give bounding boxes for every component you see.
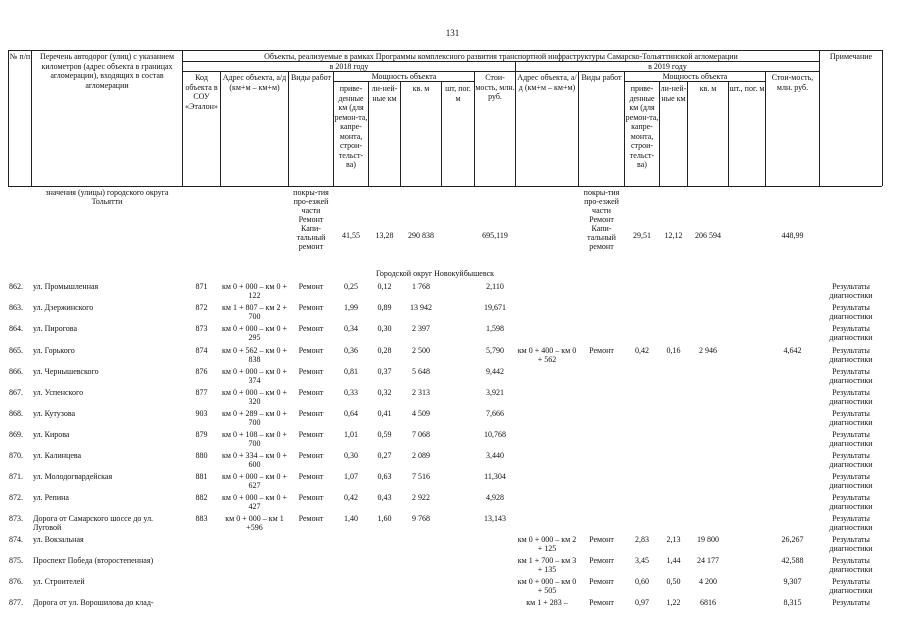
header-capacity-2018: Мощность объекта (371, 72, 437, 81)
address-2019: км 1 + 283 – (526, 598, 568, 607)
works-2018: Ремонт (298, 346, 324, 355)
works-2018: Ремонт (298, 303, 324, 312)
carry-reduced-2018: 41,55 (342, 231, 360, 240)
row-number: 867. (9, 388, 23, 397)
address-2018: км 0 + 000 – км 0 + 122 (222, 282, 287, 300)
header-address-2018: Адрес объекта, а/д (км+м – км+м) (222, 73, 287, 92)
object-code: 882 (195, 493, 208, 502)
cost-2018: 9,442 (486, 367, 504, 376)
note: Результаты диагностики (829, 472, 873, 490)
carry-linear-2018: 13,28 (375, 231, 394, 240)
linear-km-2018: 0,37 (377, 367, 392, 376)
sqm-2018: 1 768 (412, 282, 430, 291)
note: Результаты диагностики (829, 324, 873, 342)
cost-2018: 1,598 (486, 324, 504, 333)
address-2018: км 0 + 108 – км 0 + 700 (222, 430, 287, 448)
road-name: ул. Пирогова (33, 324, 78, 333)
road-name: Проспект Победа (второстепенная) (33, 556, 154, 565)
sqm-2018: 7 516 (412, 472, 430, 481)
cost-2018: 19,671 (484, 303, 506, 312)
reduced-km-2018: 0,30 (344, 451, 358, 460)
header-pcs-2019: шт., пог. м (729, 84, 765, 93)
cost-2018: 2,110 (486, 282, 504, 291)
works-2018: Ремонт (298, 514, 324, 523)
reduced-km-2018: 1,07 (344, 472, 358, 481)
linear-km-2019: 0,50 (666, 577, 681, 586)
works-2018: Ремонт (298, 367, 324, 376)
linear-km-2018: 0,30 (377, 324, 392, 333)
reduced-km-2018: 1,40 (344, 514, 358, 523)
row-number: 870. (9, 451, 23, 460)
cost-2019: 42,588 (781, 556, 804, 565)
address-2019: км 0 + 000 – км 2 + 125 (517, 535, 577, 553)
road-name: Дорога от Самарского шоссе до ул. Луговой (33, 514, 154, 532)
works-2018: Ремонт (298, 388, 324, 397)
address-2018: км 0 + 000 – км 1 +596 (225, 514, 284, 532)
header-num: № п/п (9, 52, 31, 61)
road-name: ул. Вокзальная (33, 535, 84, 544)
object-code: 873 (195, 324, 208, 333)
linear-km-2019: 1,44 (666, 556, 681, 565)
note: Результаты диагностики (829, 535, 873, 553)
road-name: ул. Промышленная (33, 282, 99, 291)
row-number: 864. (9, 324, 23, 333)
object-code: 883 (195, 514, 208, 523)
carry-sqm-2019: 206 594 (695, 231, 721, 240)
road-name: ул. Репина (33, 493, 69, 502)
cost-2019: 4,642 (783, 346, 802, 355)
cost-2019: 26,267 (781, 535, 804, 544)
linear-km-2018: 0,41 (377, 409, 392, 418)
header-road-list: Перечень автодорог (улиц) с указанием километров (адрес объекта в границах агломерации), входящих в состав агломерации (39, 52, 175, 90)
carry-name: значения (улицы) городского округа Тольятти (45, 188, 169, 206)
carry-reduced-2019: 29,51 (633, 231, 651, 240)
works-2019: Ремонт (589, 346, 614, 355)
reduced-km-2019: 0,60 (635, 577, 649, 586)
works-2019: Ремонт (589, 577, 614, 586)
object-code: 880 (195, 451, 208, 460)
linear-km-2018: 0,43 (377, 493, 392, 502)
sqm-2019: 6816 (700, 598, 716, 607)
reduced-km-2018: 1,01 (344, 430, 358, 439)
note: Результаты диагностики (829, 367, 873, 385)
note: Результаты диагностики (829, 577, 873, 595)
object-code: 877 (195, 388, 208, 397)
cost-2018: 3,921 (486, 388, 504, 397)
cost-2018: 7,666 (486, 409, 504, 418)
road-name: Дорога от ул. Ворошилова до клад- (33, 598, 154, 607)
sqm-2018: 7 068 (412, 430, 430, 439)
sqm-2019: 19 800 (697, 535, 719, 544)
works-2018: Ремонт (298, 451, 324, 460)
reduced-km-2018: 1,99 (344, 303, 358, 312)
object-code: 872 (195, 303, 208, 312)
works-2018: Ремонт (298, 430, 324, 439)
linear-km-2018: 0,28 (377, 346, 392, 355)
header-reduced-km-2018: приве-денные км (для ремон-та, капре-монта, строи-тельст-ва) (334, 84, 368, 169)
header-capacity-2019: Мощность объекта (662, 72, 728, 81)
reduced-km-2018: 0,33 (344, 388, 358, 397)
reduced-km-2019: 0,97 (635, 598, 649, 607)
header-works-2019: Виды работ (581, 73, 622, 82)
header-reduced-km-2019: приве-денные км (для ремон-та, капре-монта, строи-тельст-ва) (625, 84, 659, 169)
works-2018: Ремонт (298, 409, 324, 418)
sqm-2018: 2 397 (412, 324, 430, 333)
carry-linear-2019: 12,12 (664, 231, 683, 240)
row-number: 874. (9, 535, 23, 544)
road-name: ул. Кутузова (33, 409, 76, 418)
address-2018: км 0 + 289 – км 0 + 700 (222, 409, 287, 427)
road-name: ул. Калинцева (33, 451, 82, 460)
address-2018: км 1 + 807 – км 2 + 700 (222, 303, 287, 321)
reduced-km-2018: 0,34 (344, 324, 358, 333)
reduced-km-2019: 2,83 (635, 535, 649, 544)
reduced-km-2018: 0,25 (344, 282, 358, 291)
linear-km-2018: 0,32 (377, 388, 392, 397)
note: Результаты диагностики (829, 430, 873, 448)
sqm-2019: 24 177 (697, 556, 719, 565)
works-2019: Ремонт (589, 556, 614, 565)
row-number: 862. (9, 282, 23, 291)
sqm-2018: 2 313 (412, 388, 430, 397)
row-number: 877. (9, 598, 23, 607)
sqm-2019: 2 946 (699, 346, 717, 355)
address-2018: км 0 + 334 – км 0 + 600 (222, 451, 287, 469)
linear-km-2019: 1,22 (666, 598, 681, 607)
address-2018: км 0 + 562 – км 0 + 838 (222, 346, 287, 364)
address-2018: км 0 + 000 – км 0 + 320 (222, 388, 287, 406)
address-2019: км 0 + 000 – км 0 + 505 (517, 577, 577, 595)
works-2018: Ремонт (298, 493, 324, 502)
row-number: 873. (9, 514, 23, 523)
sqm-2018: 4 509 (412, 409, 430, 418)
road-name: ул. Кирова (33, 430, 70, 439)
note: Результаты диагностики (829, 556, 873, 574)
header-cost-2019: Стои-мость, млн. руб. (771, 73, 814, 92)
header-objects: Объекты, реализуемые в рамках Программы комплексного развития транспортной инфраструктуры Самарско-Тольяттинской агломерации (264, 52, 738, 61)
header-pcs-2018: шт, пог. м (445, 84, 471, 103)
object-code: 876 (195, 367, 208, 376)
sqm-2018: 9 768 (412, 514, 430, 523)
road-name: ул. Чернышевского (33, 367, 99, 376)
header-cost-2018: Стои-мость, млн. руб. (475, 73, 515, 101)
carry-sqm-2018: 290 838 (408, 231, 434, 240)
object-code: 881 (195, 472, 208, 481)
header-code: Код объекта в СОУ «Эталон» (185, 73, 218, 111)
linear-km-2018: 0,63 (377, 472, 392, 481)
section-title: Городской округ Новокуйбышевск (376, 269, 495, 278)
reduced-km-2018: 0,36 (344, 346, 358, 355)
works-2018: Ремонт (298, 324, 324, 333)
road-name: ул. Дзержинского (33, 303, 94, 312)
note: Результаты диагностики (829, 514, 873, 532)
note: Результаты диагностики (829, 451, 873, 469)
reduced-km-2018: 0,81 (344, 367, 358, 376)
linear-km-2018: 0,27 (377, 451, 392, 460)
row-number: 868. (9, 409, 23, 418)
address-2018: км 0 + 000 – км 0 + 627 (222, 472, 287, 490)
cost-2018: 5,790 (486, 346, 504, 355)
note: Результаты диагностики (829, 282, 873, 300)
note: Результаты диагностики (829, 493, 873, 511)
road-name: ул. Строителей (33, 577, 85, 586)
note: Результаты диагностики (829, 303, 873, 321)
object-code: 871 (195, 282, 208, 291)
carry-works-2019: покры-тия про-езжей части Ремонт Капи-тальный ремонт (583, 188, 620, 251)
header-works-2018: Виды работ (290, 73, 332, 82)
header-sqm-2018: кв. м (412, 84, 430, 93)
header-linear-km-2018: ли-ней-ные км (371, 84, 398, 103)
note: Результаты диагностики (829, 388, 873, 406)
works-2018: Ремонт (298, 282, 324, 291)
works-2019: Ремонт (589, 535, 614, 544)
header-2019: в 2019 году (648, 62, 687, 71)
address-2018: км 0 + 000 – км 0 + 427 (222, 493, 287, 511)
cost-2018: 3,440 (486, 451, 504, 460)
row-number: 865. (9, 346, 23, 355)
sqm-2018: 2 500 (412, 346, 430, 355)
sqm-2018: 2 089 (412, 451, 430, 460)
road-name: ул. Успенского (33, 388, 84, 397)
page-number: 131 (445, 28, 460, 38)
address-2018: км 0 + 000 – км 0 + 295 (222, 324, 287, 342)
note: Результаты диагностики (829, 346, 873, 364)
works-2019: Ремонт (589, 598, 614, 607)
row-number: 876. (9, 577, 23, 586)
header-linear-km-2019: ли-ней-ные км (660, 84, 687, 103)
address-2019: км 0 + 400 – км 0 + 562 (517, 346, 577, 364)
sqm-2019: 4 200 (699, 577, 717, 586)
row-number: 875. (9, 556, 23, 565)
linear-km-2018: 1,60 (377, 514, 392, 523)
cost-2019: 9,307 (783, 577, 802, 586)
sqm-2018: 5 648 (412, 367, 430, 376)
row-number: 872. (9, 493, 23, 502)
row-number: 869. (9, 430, 23, 439)
object-code: 903 (195, 409, 208, 418)
object-code: 874 (195, 346, 208, 355)
linear-km-2019: 2,13 (666, 535, 681, 544)
carry-cost-2018: 695,119 (482, 231, 508, 240)
address-2019: км 1 + 700 – км 3 + 135 (517, 556, 577, 574)
header-sqm-2019: кв. м (699, 84, 717, 93)
road-name: ул. Молодогвардейская (33, 472, 113, 481)
object-code: 879 (195, 430, 208, 439)
linear-km-2018: 0,89 (377, 303, 392, 312)
note: Результаты (832, 598, 870, 607)
header-2018: в 2018 году (329, 62, 369, 71)
linear-km-2018: 0,59 (377, 430, 392, 439)
cost-2018: 4,928 (486, 493, 504, 502)
sqm-2018: 13 942 (410, 303, 432, 312)
reduced-km-2019: 0,42 (635, 346, 649, 355)
address-2018: км 0 + 000 – км 0 + 374 (222, 367, 287, 385)
reduced-km-2018: 0,64 (344, 409, 358, 418)
linear-km-2019: 0,16 (666, 346, 681, 355)
row-number: 866. (9, 367, 23, 376)
cost-2019: 8,315 (783, 598, 802, 607)
header-note: Примечание (829, 52, 873, 61)
linear-km-2018: 0,12 (377, 282, 392, 291)
sqm-2018: 2 922 (412, 493, 430, 502)
reduced-km-2018: 0,42 (344, 493, 358, 502)
cost-2018: 11,304 (484, 472, 506, 481)
carry-cost-2019: 448,99 (781, 231, 804, 240)
row-number: 863. (9, 303, 23, 312)
header-address-2019: Адрес объекта, а/д (км+м – км+м) (517, 73, 577, 92)
cost-2018: 10,768 (484, 430, 506, 439)
note: Результаты диагностики (829, 409, 873, 427)
row-number: 871. (9, 472, 23, 481)
works-2018: Ремонт (298, 472, 324, 481)
carry-works-2018: покры-тия про-езжей части Ремонт Капи-тальный ремонт (293, 188, 329, 251)
road-name: ул. Горького (33, 346, 75, 355)
cost-2018: 13,143 (484, 514, 506, 523)
reduced-km-2019: 3,45 (635, 556, 649, 565)
